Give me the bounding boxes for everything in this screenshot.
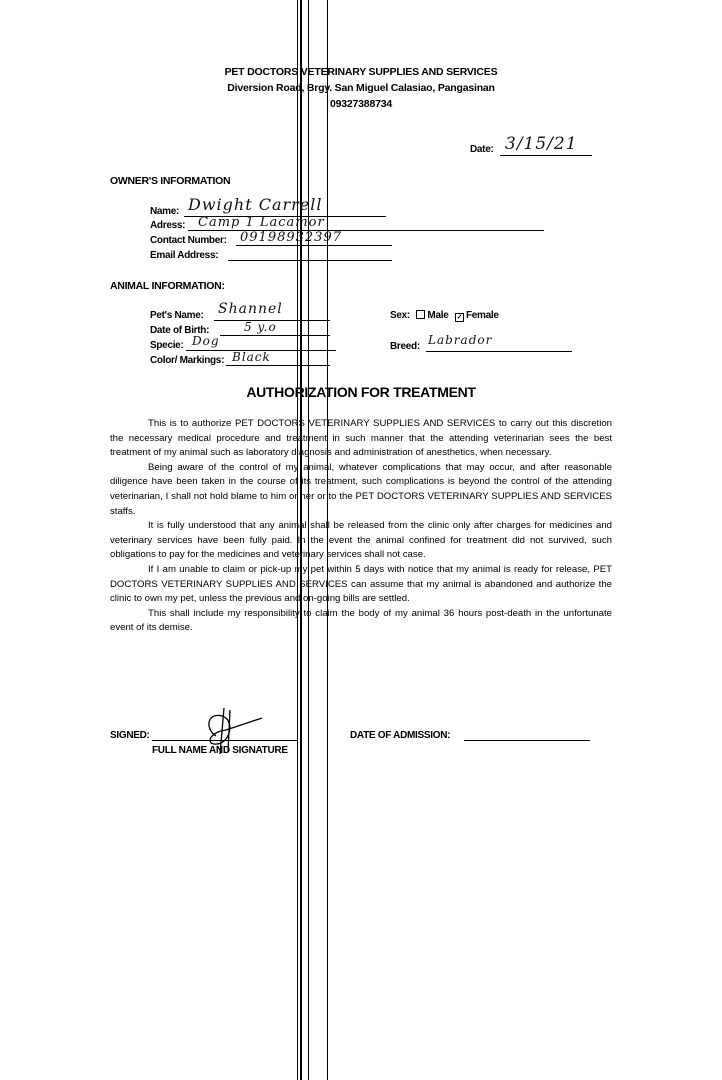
sex-row [390,310,499,322]
company-address: Diversion Road, Brgy. San Miguel Calasiao, Pangasinan [227,82,495,94]
pet-name-label: Pet's Name: [150,310,204,321]
owner-contact-field[interactable]: 09198932397 [240,230,342,245]
owner-heading: OWNER'S INFORMATION [110,175,231,187]
owner-address-field[interactable]: Camp 1 Lacamor [198,215,325,230]
contact-label: Contact Number: [150,235,227,246]
breed-label: Breed: [390,341,420,352]
address-label: Adress: [150,220,186,231]
pet-name-field[interactable]: Shannel [218,301,283,317]
date-value[interactable]: 3/15/21 [505,134,578,154]
dob-line [220,335,330,336]
contact-line [236,245,392,246]
sex-female-label: Female [465,310,499,321]
date-line [500,155,592,156]
admission-label: DATE OF ADMISSION: [350,730,451,741]
color-label: Color/ Markings: [150,355,225,366]
paragraph: It is fully understood that any animal shall be released from the clinic only after charges for medicines and veterinary services have been fully paid. In the event the animal confined for treatment did not survived, such obligations to pay for the medicines and veterinary services shall not case. [110,520,612,561]
admission-line[interactable] [464,740,590,741]
dob-label: Date of Birth: [150,325,210,336]
date-label: Date: [470,144,494,155]
sex-male-checkbox[interactable] [416,310,425,319]
paragraph: This shall include my responsibility to claim the body of my animal 36 hours post-death in the unfortunate event of its demise. [110,607,612,634]
specie-label: Specie: [150,340,184,351]
color-field[interactable]: Black [232,350,271,364]
authorization-body [110,417,612,636]
signed-label: SIGNED: [110,730,150,741]
paragraph: If I am unable to claim or pick-up my pet within 5 days with notice that my animal is ready for release, PET DOCTORS VETERINARY SUPPLIES AND SERVICES can assume that my animal is abandoned and authorize the clinic to own my pet, unless the previous and on-going bills are settled. [110,563,612,605]
company-phone: 09327388734 [329,98,393,110]
email-label: Email Address: [150,250,219,261]
dob-field[interactable]: 5 y.o [244,320,277,334]
breed-field[interactable]: Labrador [428,333,493,347]
email-line[interactable] [228,260,392,261]
company-name: PET DOCTORS VETERINARY SUPPLIES AND SERVICES [224,66,498,78]
full-name-label: FULL NAME AND SIGNATURE [152,745,288,756]
sex-female-checkbox[interactable]: ✓ [456,314,463,321]
sex-label: Sex: [390,310,410,321]
owner-name-field[interactable]: Dwight Carrell [188,195,323,214]
paragraph: Being aware of the control of my animal, whatever complications that may occur, and after reasonable diligence have been taken in the course of its treatment, such complications is beyond the control of the attending veterinarian, I shall not hold blame to him or her or to the PET DOCTORS VETERINARY SUPPLIES AND SERVICES staffs. [110,461,612,517]
animal-heading: ANIMAL INFORMATION: [110,280,225,292]
sex-male-label: Male [427,310,449,321]
authorization-title: AUTHORIZATION FOR TREATMENT [246,384,476,400]
name-label: Name: [150,206,180,217]
specie-field[interactable]: Dog [192,334,220,348]
color-line [226,365,330,366]
paragraph: This is to authorize PET DOCTORS VETERINARY SUPPLIES AND SERVICES to carry out this discretion the necessary medical procedure and treatment in such manner that the attending veterinarian sees the best treatment of my animal such as laboratory diagnosis and administration of anesthetics, when necessary. [110,418,612,459]
breed-line [426,351,572,352]
